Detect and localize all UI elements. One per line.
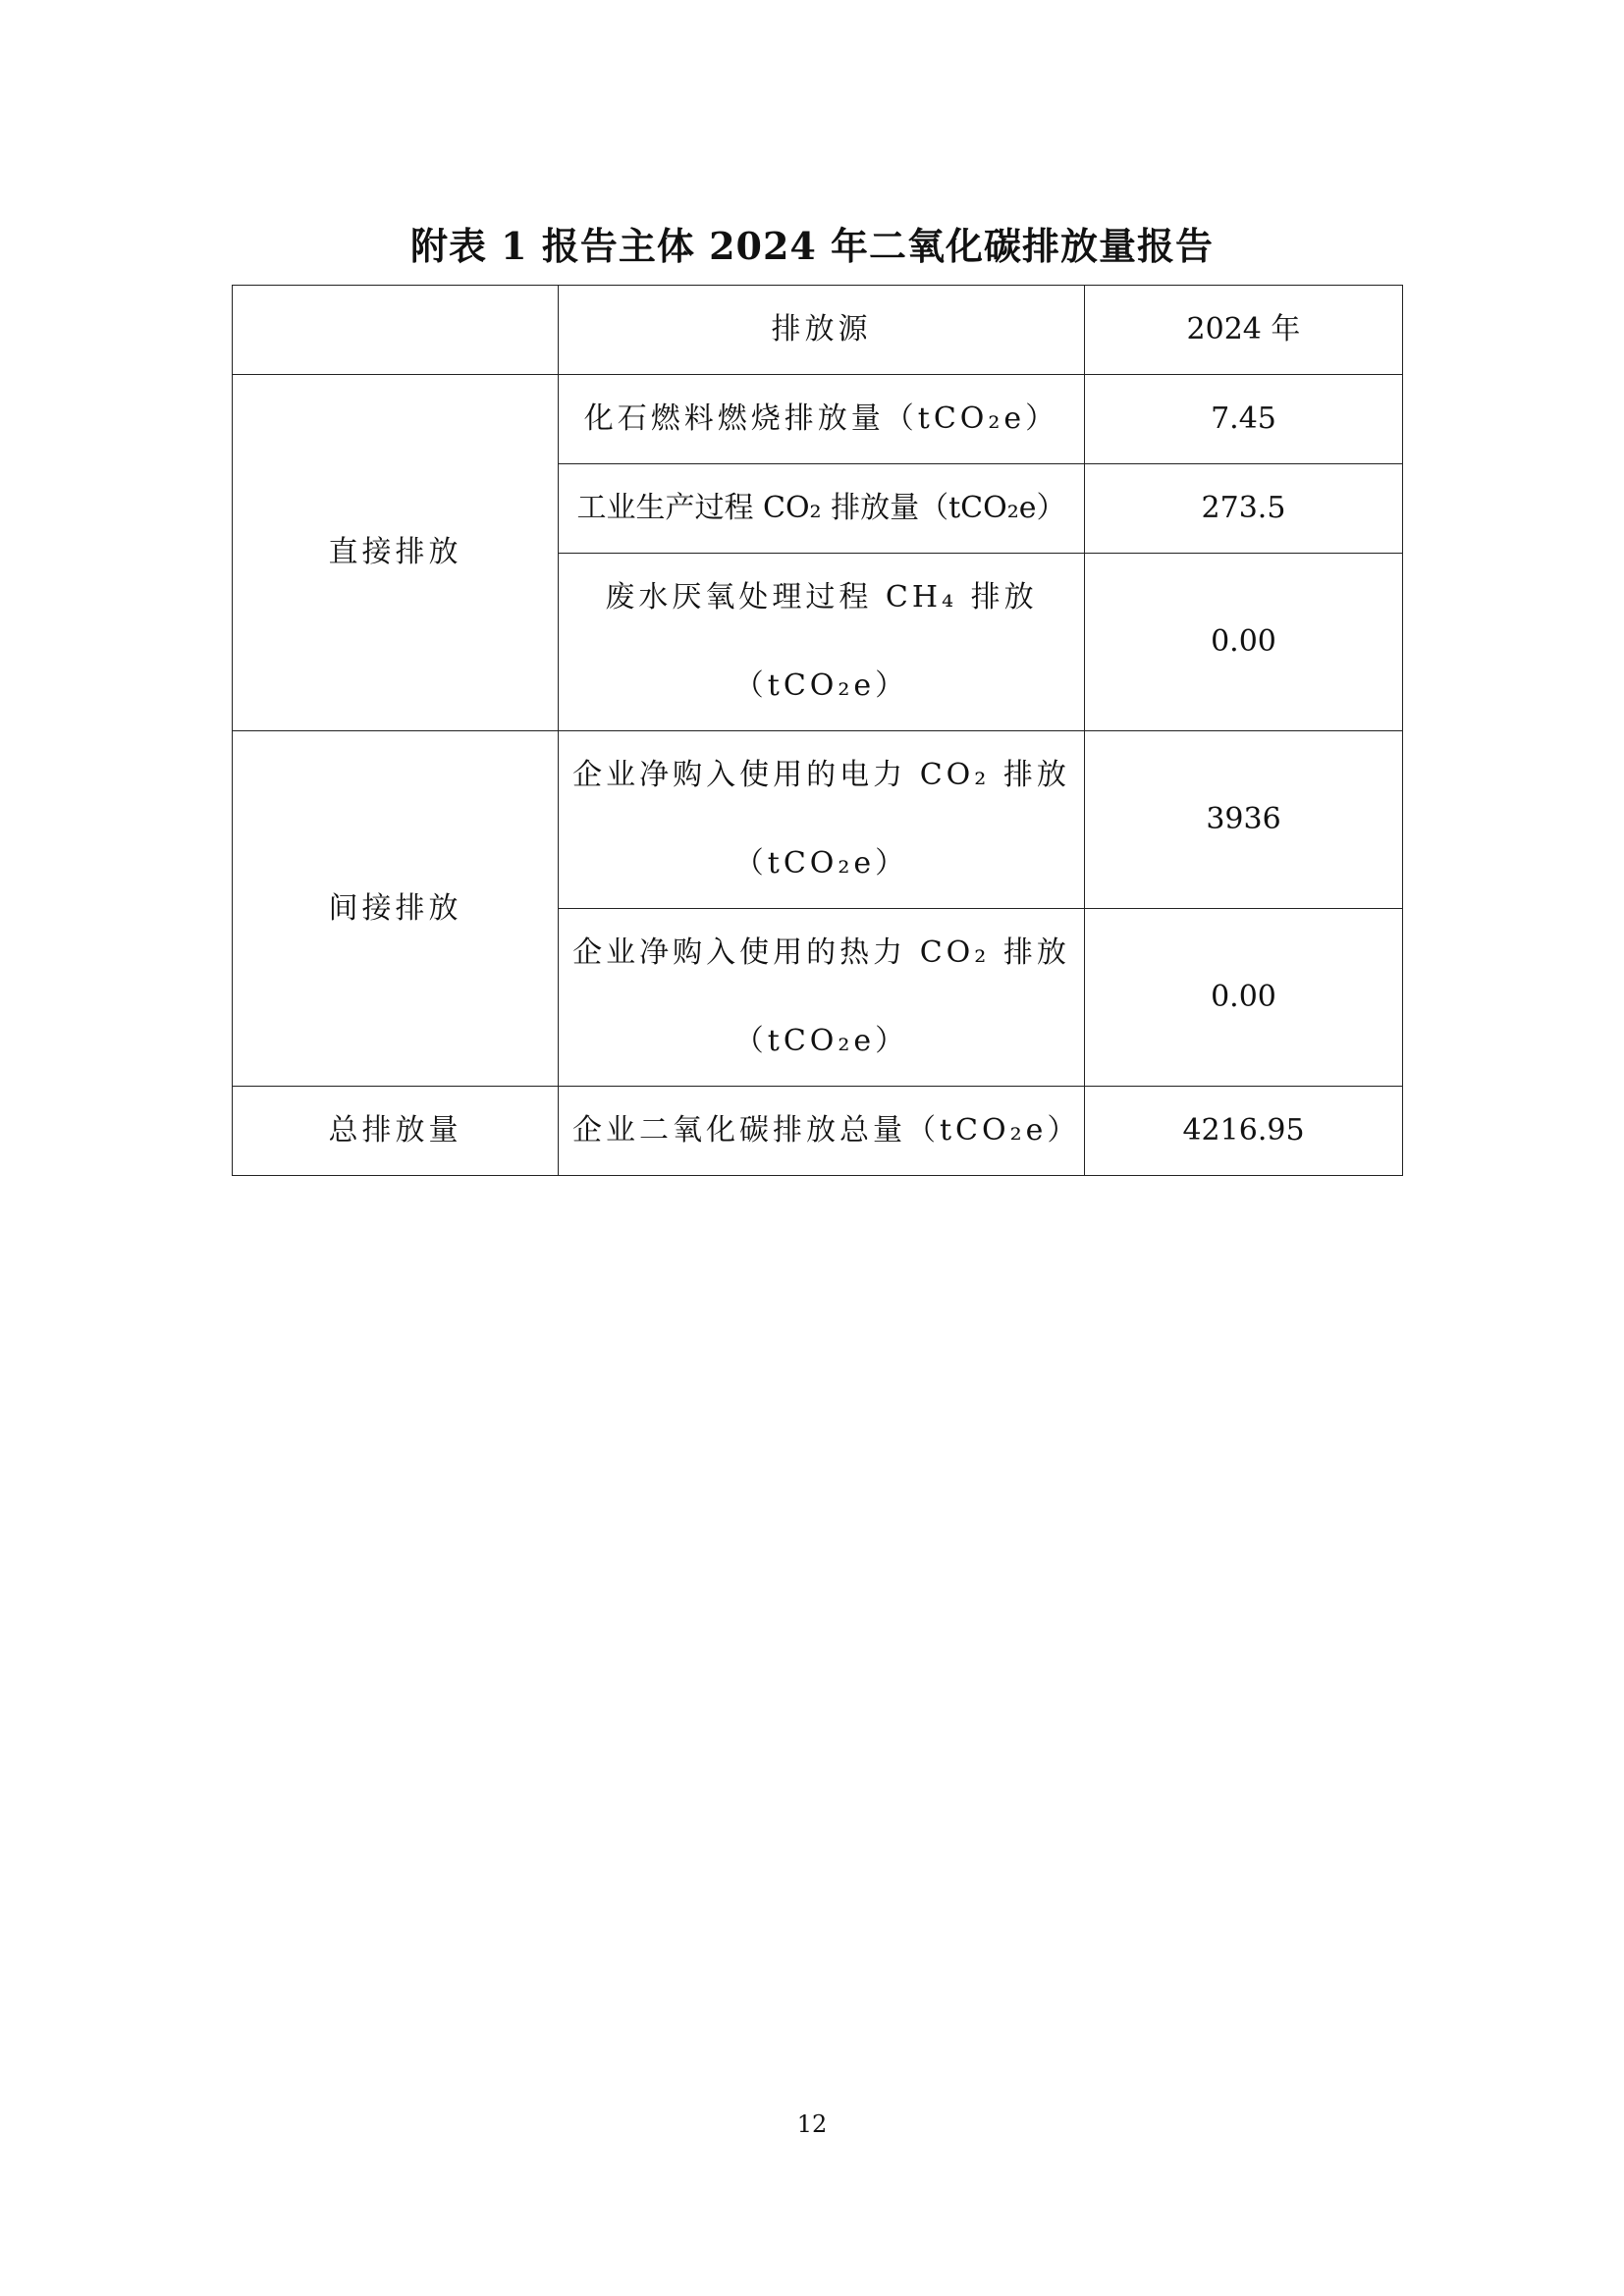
value-cell: 0.00 (1085, 554, 1403, 731)
category-indirect-cell: 间接排放 (233, 731, 559, 1087)
value-cell: 7.45 (1085, 375, 1403, 464)
source-cell (559, 464, 1085, 554)
source-line: （tCO₂e） (733, 846, 909, 881)
source-line: 工业生产过程 CO₂ 排放量（tCO₂e） (576, 491, 1066, 525)
source-cell (559, 909, 1085, 1087)
category-direct-cell: 直接排放 (233, 375, 559, 731)
source-line: 企业净购入使用的热力 CO₂ 排放 (572, 935, 1070, 970)
page-number: 12 (796, 2110, 828, 2138)
source-cell (559, 731, 1085, 909)
value-cell: 0.00 (1085, 909, 1403, 1087)
source-line: 化石燃料燃烧排放量（tCO₂e） (583, 401, 1059, 436)
category-total-cell: 总排放量 (233, 1087, 559, 1176)
source-cell (559, 554, 1085, 731)
header-year-cell: 2024 年 (1085, 286, 1403, 375)
source-cell (559, 1087, 1085, 1176)
source-cell (559, 375, 1085, 464)
source-line: （tCO₂e） (733, 1024, 909, 1058)
table-row (233, 731, 1403, 909)
value-cell: 3936 (1085, 731, 1403, 909)
emission-report-table (232, 285, 1403, 1176)
source-line: （tCO₂e） (733, 668, 909, 703)
table-header-row (233, 286, 1403, 375)
page-title: 附表 1 报告主体 2024 年二氧化碳排放量报告 (409, 224, 1215, 268)
table-row (233, 1087, 1403, 1176)
source-line: 企业净购入使用的电力 CO₂ 排放 (572, 758, 1070, 792)
value-cell: 4216.95 (1085, 1087, 1403, 1176)
source-line: 废水厌氧处理过程 CH₄ 排放 (605, 580, 1038, 614)
source-line: 企业二氧化碳排放总量（tCO₂e） (572, 1113, 1081, 1148)
table-row (233, 375, 1403, 464)
header-source-cell: 排放源 (559, 286, 1085, 375)
value-cell: 273.5 (1085, 464, 1403, 554)
header-category-cell (233, 286, 559, 375)
